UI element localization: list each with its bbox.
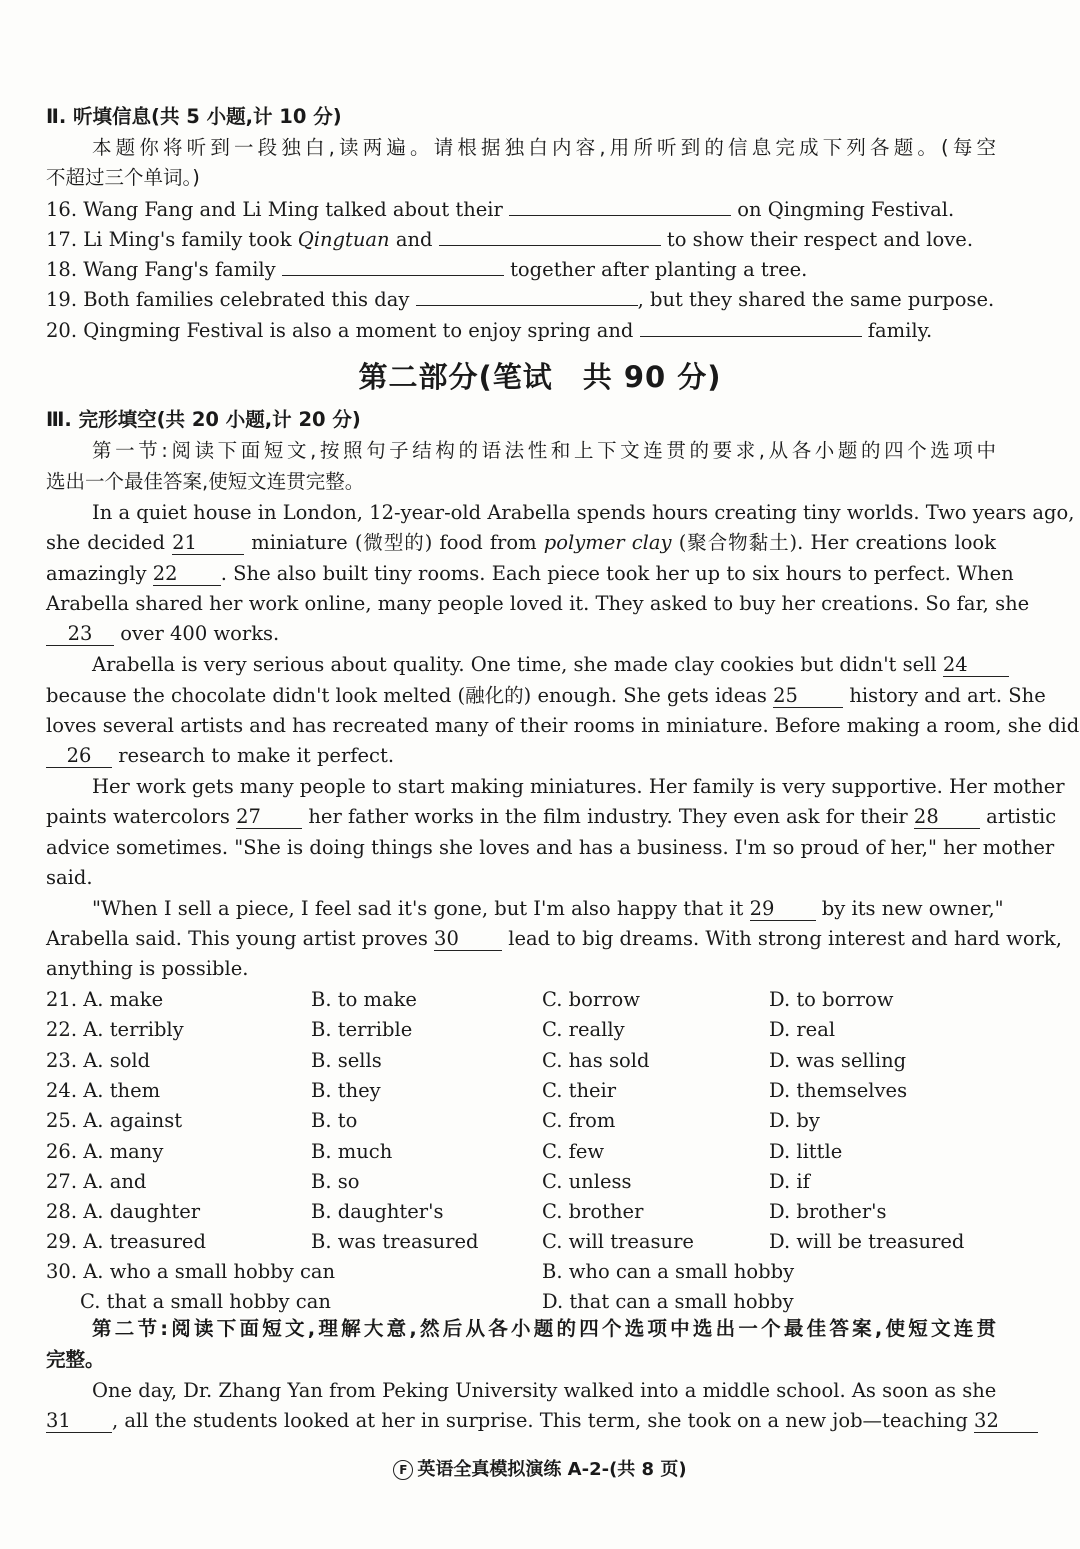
section3-part2-instruction-2: 完整。 bbox=[46, 1348, 105, 1371]
passage-line: Her work gets many people to start making miniatures. Her family is very supportive. Her mother bbox=[92, 775, 1065, 798]
section2-instruction-1: 本题你将听到一段独白,读两遍。请根据独白内容,用所听到的信息完成下列各题。(每空 bbox=[92, 136, 996, 159]
section2-instruction-2: 不超过三个单词。) bbox=[46, 166, 200, 189]
answer-blank-17[interactable] bbox=[439, 225, 661, 246]
cloze-blank-28[interactable]: 28 bbox=[914, 806, 980, 829]
option-28-b[interactable]: B. daughter's bbox=[311, 1200, 444, 1224]
passage-line: 31 , all the students looked at her in surprise. This term, she took on a new job—teaching 32 bbox=[46, 1406, 996, 1436]
passage-line: loves several artists and has recreated many of their rooms in miniature. Before making a room, she did bbox=[46, 714, 1080, 737]
passage-line: One day, Dr. Zhang Yan from Peking University walked into a middle school. As soon as she bbox=[92, 1379, 997, 1402]
passage-line: 23 over 400 works. bbox=[46, 619, 996, 649]
section3-part1-instruction-2: 选出一个最佳答案,使短文连贯完整。 bbox=[46, 470, 365, 493]
question-18: 18. Wang Fang's family together after planting a tree. bbox=[46, 255, 996, 285]
section2-heading: Ⅱ. 听填信息(共 5 小题,计 10 分) bbox=[46, 105, 342, 128]
passage-line: said. bbox=[46, 866, 93, 889]
passage-line: paints watercolors 27 her father works in the film industry. They even ask for their 28 artistic bbox=[46, 805, 1057, 828]
option-24-b[interactable]: B. they bbox=[311, 1078, 381, 1102]
option-30-c[interactable]: C. that a small hobby can bbox=[80, 1290, 331, 1313]
cloze-blank-24[interactable]: 24 bbox=[943, 654, 1009, 677]
option-27-d[interactable]: D. if bbox=[769, 1169, 810, 1193]
option-29-b[interactable]: B. was treasured bbox=[311, 1230, 479, 1254]
cloze-blank-32[interactable]: 32 bbox=[974, 1410, 1038, 1433]
option-24-a[interactable]: 24. A. them bbox=[46, 1078, 161, 1102]
page-footer: F 英语全真模拟演练 A-2-(共 8 页) bbox=[0, 1455, 1080, 1481]
option-24-c[interactable]: C. their bbox=[542, 1078, 617, 1102]
option-26-c[interactable]: C. few bbox=[542, 1139, 605, 1163]
option-23-a[interactable]: 23. A. sold bbox=[46, 1048, 151, 1072]
cloze-blank-26[interactable]: 26 bbox=[46, 745, 112, 768]
question-16: 16. Wang Fang and Li Ming talked about their on Qingming Festival. bbox=[46, 195, 996, 225]
part2-title: 第二部分(笔试 共 90 分) bbox=[358, 360, 722, 394]
answer-blank-18[interactable] bbox=[282, 255, 504, 276]
passage-line: "When I sell a piece, I feel sad it's gone, but I'm also happy that it 29 by its new owner," bbox=[92, 897, 1004, 920]
option-22-a[interactable]: 22. A. terribly bbox=[46, 1018, 184, 1042]
option-21-d[interactable]: D. to borrow bbox=[769, 988, 894, 1011]
question-20: 20. Qingming Festival is also a moment to enjoy spring and family. bbox=[46, 316, 996, 346]
option-25-b[interactable]: B. to bbox=[311, 1109, 358, 1133]
option-22-b[interactable]: B. terrible bbox=[311, 1018, 413, 1042]
option-27-b[interactable]: B. so bbox=[311, 1169, 360, 1193]
section3-part2-instruction-1: 第二节:阅读下面短文,理解大意,然后从各小题的四个选项中选出一个最佳答案,使短文连贯 bbox=[92, 1317, 996, 1340]
option-23-d[interactable]: D. was selling bbox=[769, 1048, 907, 1072]
passage-line: Arabella shared her work online, many people loved it. They asked to buy her creations. So far, she bbox=[46, 592, 1030, 615]
passage-line: because the chocolate didn't look melted (融化的) enough. She gets ideas 25 history and art. She bbox=[46, 684, 1046, 707]
option-21-b[interactable]: B. to make bbox=[311, 988, 417, 1011]
option-26-d[interactable]: D. little bbox=[769, 1139, 843, 1163]
cloze-blank-31[interactable]: 31 bbox=[46, 1410, 112, 1433]
option-26-a[interactable]: 26. A. many bbox=[46, 1139, 164, 1163]
option-25-d[interactable]: D. by bbox=[769, 1109, 820, 1133]
question-19: 19. Both families celebrated this day , but they shared the same purpose. bbox=[46, 285, 996, 315]
option-22-d[interactable]: D. real bbox=[769, 1018, 836, 1042]
section3-part1-instruction-1: 第一节:阅读下面短文,按照句子结构的语法性和上下文连贯的要求,从各小题的四个选项中 bbox=[92, 439, 996, 462]
cloze-blank-25[interactable]: 25 bbox=[773, 685, 843, 708]
option-22-c[interactable]: C. really bbox=[542, 1018, 625, 1042]
option-21-a[interactable]: 21. A. make bbox=[46, 988, 164, 1011]
passage-line: anything is possible. bbox=[46, 957, 249, 980]
passage-line: In a quiet house in London, 12-year-old Arabella spends hours creating tiny worlds. Two years ago, bbox=[92, 501, 1075, 524]
option-25-c[interactable]: C. from bbox=[542, 1109, 616, 1133]
option-28-d[interactable]: D. brother's bbox=[769, 1200, 887, 1224]
passage-line: Arabella said. This young artist proves 30 lead to big dreams. With strong interest and hard work, bbox=[46, 927, 1062, 950]
cloze-blank-27[interactable]: 27 bbox=[236, 806, 302, 829]
option-29-c[interactable]: C. will treasure bbox=[542, 1230, 694, 1254]
option-25-a[interactable]: 25. A. against bbox=[46, 1109, 183, 1133]
answer-blank-16[interactable] bbox=[509, 195, 731, 216]
cloze-blank-23[interactable]: 23 bbox=[46, 623, 114, 646]
question-17: 17. Li Ming's family took Qingtuan and to show their respect and love. bbox=[46, 225, 996, 255]
option-27-a[interactable]: 27. A. and bbox=[46, 1169, 147, 1193]
option-27-c[interactable]: C. unless bbox=[542, 1169, 632, 1193]
cloze-blank-22[interactable]: 22 bbox=[153, 563, 221, 586]
option-23-c[interactable]: C. has sold bbox=[542, 1048, 650, 1072]
answer-blank-20[interactable] bbox=[640, 316, 862, 337]
option-24-d[interactable]: D. themselves bbox=[769, 1078, 908, 1102]
option-28-a[interactable]: 28. A. daughter bbox=[46, 1200, 201, 1224]
edition-mark: F bbox=[393, 1460, 413, 1480]
passage-line: Arabella is very serious about quality. One time, she made clay cookies but didn't sell 24 bbox=[92, 650, 996, 680]
passage-line: amazingly 22 . She also built tiny rooms. Each piece took her up to six hours to perfect. When bbox=[46, 562, 1014, 585]
section3-heading: Ⅲ. 完形填空(共 20 小题,计 20 分) bbox=[46, 408, 361, 431]
option-26-b[interactable]: B. much bbox=[311, 1139, 393, 1163]
option-29-d[interactable]: D. will be treasured bbox=[769, 1230, 965, 1254]
option-23-b[interactable]: B. sells bbox=[311, 1048, 382, 1072]
option-28-c[interactable]: C. brother bbox=[542, 1200, 644, 1224]
answer-blank-19[interactable] bbox=[416, 285, 638, 306]
option-30-a[interactable]: 30. A. who a small hobby can bbox=[46, 1260, 336, 1283]
cloze-blank-29[interactable]: 29 bbox=[750, 898, 816, 921]
option-30-b[interactable]: B. who can a small hobby bbox=[542, 1260, 795, 1283]
option-30-d[interactable]: D. that can a small hobby bbox=[542, 1290, 794, 1313]
cloze-blank-21[interactable]: 21 bbox=[172, 532, 244, 555]
option-21-c[interactable]: C. borrow bbox=[542, 988, 640, 1011]
passage-line: 26 research to make it perfect. bbox=[46, 741, 996, 771]
passage-line: advice sometimes. "She is doing things she loves and has a business. I'm so proud of her," her mother bbox=[46, 836, 1055, 859]
cloze-blank-30[interactable]: 30 bbox=[434, 928, 502, 951]
passage-line: she decided 21 miniature (微型的) food from polymer clay (聚合物黏土). Her creations look bbox=[46, 531, 996, 554]
option-29-a[interactable]: 29. A. treasured bbox=[46, 1230, 206, 1254]
